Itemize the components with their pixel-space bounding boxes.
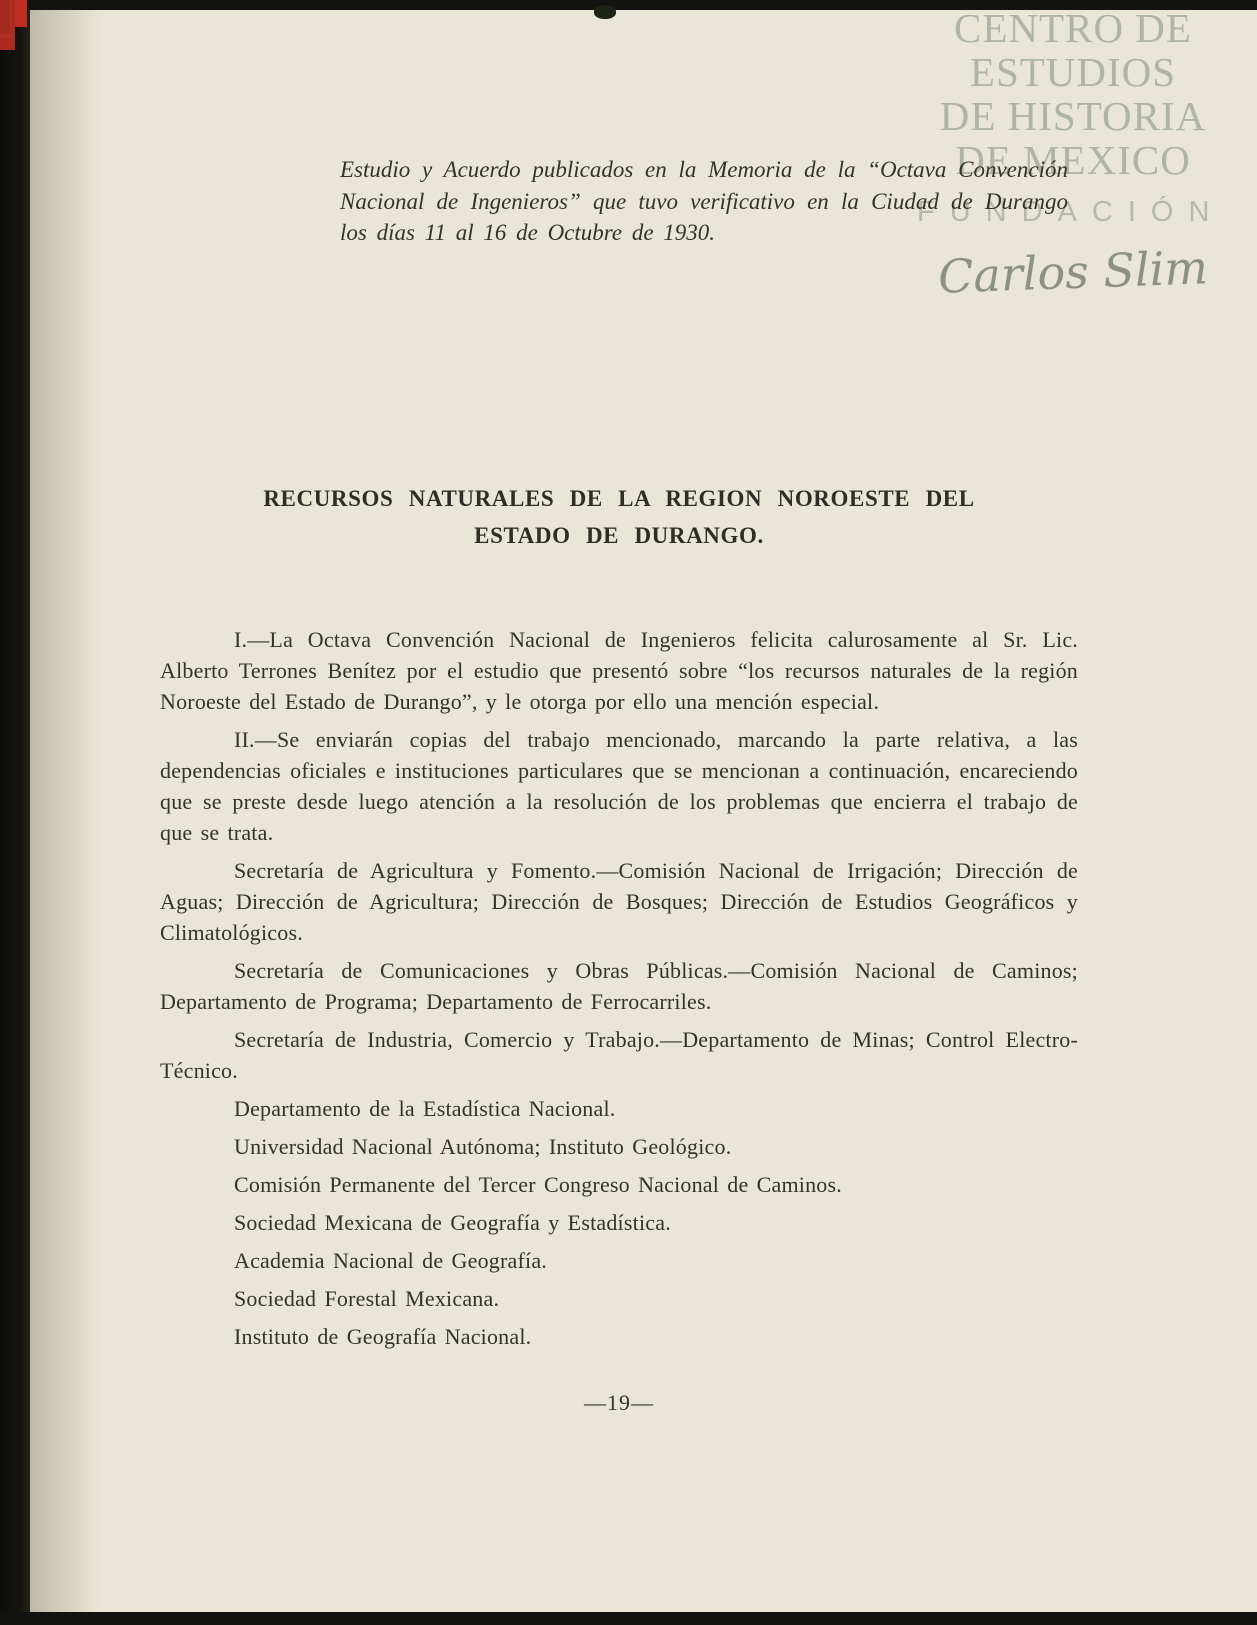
scan-edge-left	[0, 0, 30, 1625]
document-title-line1: RECURSOS NATURALES DE LA REGION NOROESTE DEL	[263, 486, 975, 511]
paragraph-resolution-2: II.—Se enviarán copias del trabajo mencionado, marcando la parte relativa, a las dependencias oficiales e instituciones particulares que se mencionan a continuación, encareciendo que se preste desde luego atención a la resolución de los problemas que encierra el trabajo de que se trata.	[160, 727, 1078, 845]
watermark-line: DE MEXICO	[955, 137, 1191, 183]
red-scan-mark	[0, 0, 10, 34]
document-title-line2: ESTADO DE DURANGO.	[474, 523, 764, 548]
document-body	[160, 624, 1078, 1359]
watermark-line: ESTUDIOS	[969, 49, 1177, 95]
watermark-line: DE HISTORIA	[939, 93, 1207, 139]
page-number: —19—	[584, 1390, 654, 1415]
paragraph-agriculture: Secretaría de Agricultura y Fomento.—Comisión Nacional de Irrigación; Dirección de Aguas; Dirección de Agricultura; Dirección de Bosques; Dirección de Estudios Geográficos y Climatológicos.	[160, 858, 1078, 945]
watermark-foundation-label: FUNDACIÓN	[917, 196, 1225, 228]
paragraph-geography-academy: Academia Nacional de Geografía.	[234, 1248, 547, 1273]
watermark-line: CENTRO DE	[954, 5, 1192, 51]
document-title	[160, 480, 1078, 554]
paragraph-resolution-1: I.—La Octava Convención Nacional de Ingenieros felicita calurosamente al Sr. Lic. Alberto Terrones Benítez por el estudio que presentó sobre “los recursos naturales de la región Noroeste del Estado de Durango”, y le otorga por ello una mención especial.	[160, 627, 1078, 714]
paragraph-statistics-dept: Departamento de la Estadística Nacional.	[234, 1096, 616, 1121]
scan-edge-top	[0, 0, 1257, 10]
book-gutter-shadow	[30, 0, 100, 1625]
paragraph-communications: Secretaría de Comunicaciones y Obras Públicas.—Comisión Nacional de Caminos; Departamento de Programa; Departamento de Ferrocarriles.	[160, 958, 1078, 1014]
paragraph-geography-society: Sociedad Mexicana de Geografía y Estadística.	[234, 1210, 671, 1235]
publication-note: Estudio y Acuerdo publicados en la Memoria de la “Octava Convención Nacional de Ingenieros” que tuvo verificativo en la Ciudad de Durango los días 11 al 16 de Octubre de 1930.	[340, 157, 1068, 245]
scan-edge-bottom	[0, 1612, 1257, 1625]
ink-blob	[594, 5, 616, 19]
paragraph-university: Universidad Nacional Autónoma; Instituto Geológico.	[234, 1134, 732, 1159]
paragraph-roads-congress: Comisión Permanente del Tercer Congreso Nacional de Caminos.	[234, 1172, 842, 1197]
paragraph-industry: Secretaría de Industria, Comercio y Trabajo.—Departamento de Minas; Control Electro-Técnico.	[160, 1027, 1078, 1083]
paragraph-forestry-society: Sociedad Forestal Mexicana.	[234, 1286, 500, 1311]
paragraph-geography-institute: Instituto de Geografía Nacional.	[234, 1324, 532, 1349]
carlos-slim-signature: Carlos Slim	[937, 240, 1209, 304]
library-watermark	[917, 5, 1225, 304]
